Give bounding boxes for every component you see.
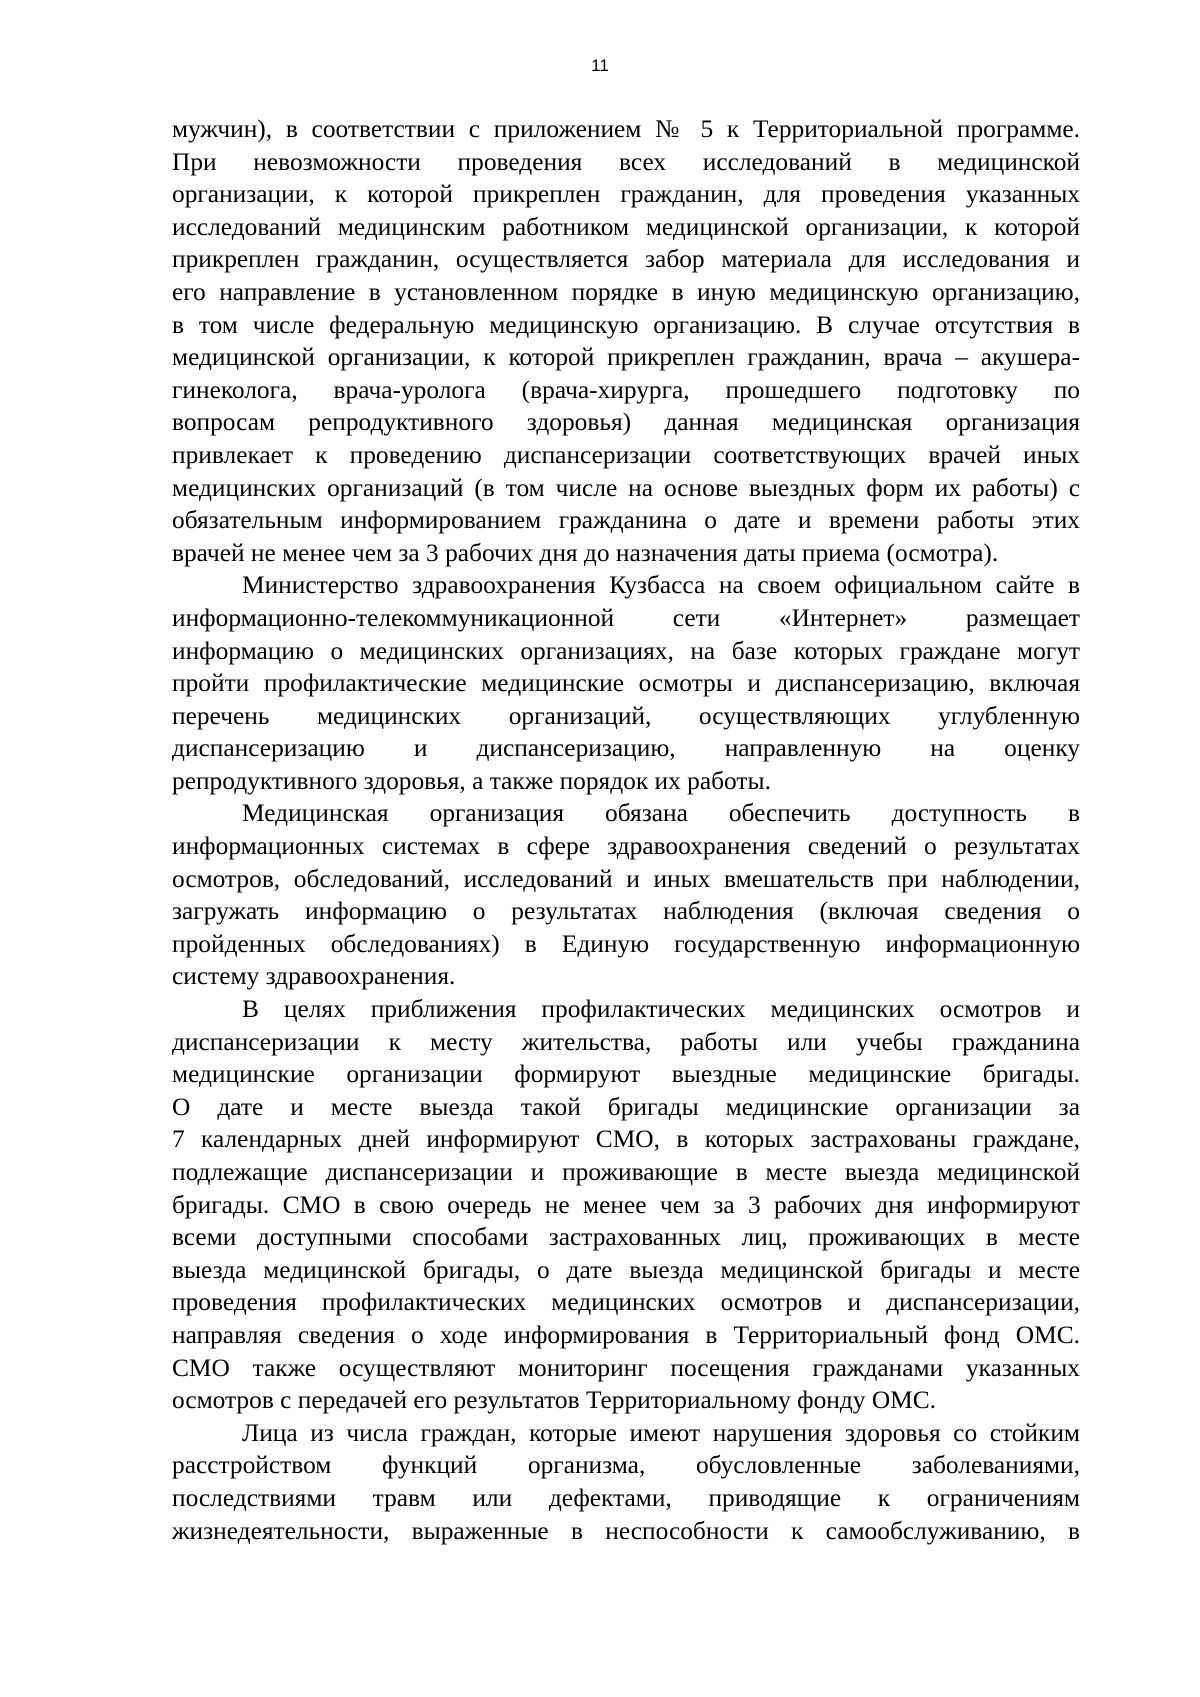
text-line: репродуктивного здоровья, а также порядок их работы.	[172, 766, 771, 795]
text-line: пройти профилактические медицинские осмотры и диспансеризацию, включая	[172, 669, 1080, 698]
paragraph-continuation	[172, 113, 1080, 569]
text-line: в том числе федеральную медицинскую организацию. В случае отсутствия в	[172, 310, 1080, 339]
text-line: пройденных обследованиях) в Единую государственную информационную	[172, 929, 1080, 958]
text-line: привлекает к проведению диспансеризации соответствующих врачей иных	[172, 440, 1080, 469]
text-line: осмотров, обследований, исследований и иных вмешательств при наблюдении,	[172, 864, 1080, 893]
text-line: При невозможности проведения всех исследований в медицинской	[172, 147, 1080, 176]
text-line: Медицинская организация обязана обеспечить доступность в	[242, 799, 1080, 828]
text-line: информацию о медицинских организациях, на базе которых граждане могут	[172, 636, 1080, 665]
text-line: расстройством функций организма, обусловленные заболеваниями,	[172, 1451, 1080, 1480]
text-line: систему здравоохранения.	[172, 962, 456, 991]
text-line: последствиями травм или дефектами, приводящие к ограничениям	[172, 1483, 1080, 1512]
text-line: медицинские организации формируют выездные медицинские бригады.	[172, 1060, 1080, 1089]
text-line: СМО также осуществляют мониторинг посещения гражданами указанных	[172, 1353, 1080, 1382]
paragraph-disabled-citizens	[172, 1417, 1080, 1547]
text-line: прикреплен гражданин, осуществляется забор материала для исследования и	[172, 245, 1080, 274]
text-line: информационных системах в сфере здравоохранения сведений о результатах	[172, 832, 1080, 861]
text-line: медицинских организаций (в том числе на основе выездных форм их работы) с	[172, 473, 1080, 502]
text-line: организации, к которой прикреплен гражданин, для проведения указанных	[172, 180, 1080, 209]
paragraph-ministry-website	[172, 569, 1080, 797]
text-line: 7 календарных дней информируют СМО, в которых застрахованы граждане,	[172, 1125, 1080, 1154]
text-line: вопросам репродуктивного здоровья) данная медицинская организация	[172, 408, 1080, 437]
text-line: мужчин), в соответствии с приложением № 5 к Территориальной программе.	[172, 115, 1080, 143]
text-line: В целях приближения профилактических медицинских осмотров и	[242, 995, 1080, 1024]
page-number: 11	[591, 56, 609, 75]
text-line: диспансеризации к месту жительства, работы или учебы гражданина	[172, 1027, 1080, 1056]
text-line: медицинской организации, к которой прикреплен гражданин, врача – акушера-	[172, 343, 1080, 372]
text-line: выезда медицинской бригады, о дате выезда медицинской бригады и месте	[172, 1255, 1080, 1284]
text-line: О дате и месте выезда такой бригады медицинские организации за	[172, 1092, 1080, 1121]
text-line: исследований медицинским работником медицинской организации, к которой	[172, 212, 1080, 241]
text-line: загружать информацию о результатах наблюдения (включая сведения о	[172, 897, 1080, 926]
document-body	[172, 113, 1080, 1547]
text-line: всеми доступными способами застрахованных лиц, проживающих в месте	[172, 1223, 1080, 1252]
text-line: осмотров с передачей его результатов Территориальному фонду ОМС.	[172, 1386, 937, 1415]
text-line: диспансеризацию и диспансеризацию, направленную на оценку	[172, 734, 1080, 763]
text-line: жизнедеятельности, выраженные в неспособности к самообслуживанию, в	[172, 1516, 1080, 1545]
paragraph-information-systems	[172, 797, 1080, 993]
text-line: его направление в установленном порядке в иную медицинскую организацию,	[172, 277, 1080, 306]
text-line: направляя сведения о ходе информирования в Территориальный фонд ОМС.	[172, 1320, 1080, 1349]
text-line: Лица из числа граждан, которые имеют нарушения здоровья со стойким	[242, 1418, 1080, 1447]
paragraph-mobile-brigades	[172, 993, 1080, 1417]
text-line: проведения профилактических медицинских осмотров и диспансеризации,	[172, 1288, 1080, 1317]
text-line: гинеколога, врача-уролога (врача-хирурга, прошедшего подготовку по	[172, 375, 1080, 404]
text-line: бригады. СМО в свою очередь не менее чем за 3 рабочих дня информируют	[172, 1190, 1080, 1219]
text-line: подлежащие диспансеризации и проживающие в месте выезда медицинской	[172, 1158, 1080, 1186]
text-line: информационно-телекоммуникационной сети «Интернет» размещает	[172, 603, 1080, 632]
text-line: врачей не менее чем за 3 рабочих дня до назначения даты приема (осмотра).	[172, 538, 999, 567]
text-line: Министерство здравоохранения Кузбасса на своем официальном сайте в	[242, 571, 1080, 600]
text-line: перечень медицинских организаций, осуществляющих углубленную	[172, 701, 1080, 730]
text-line: обязательным информированием гражданина о дате и времени работы этих	[172, 506, 1080, 535]
